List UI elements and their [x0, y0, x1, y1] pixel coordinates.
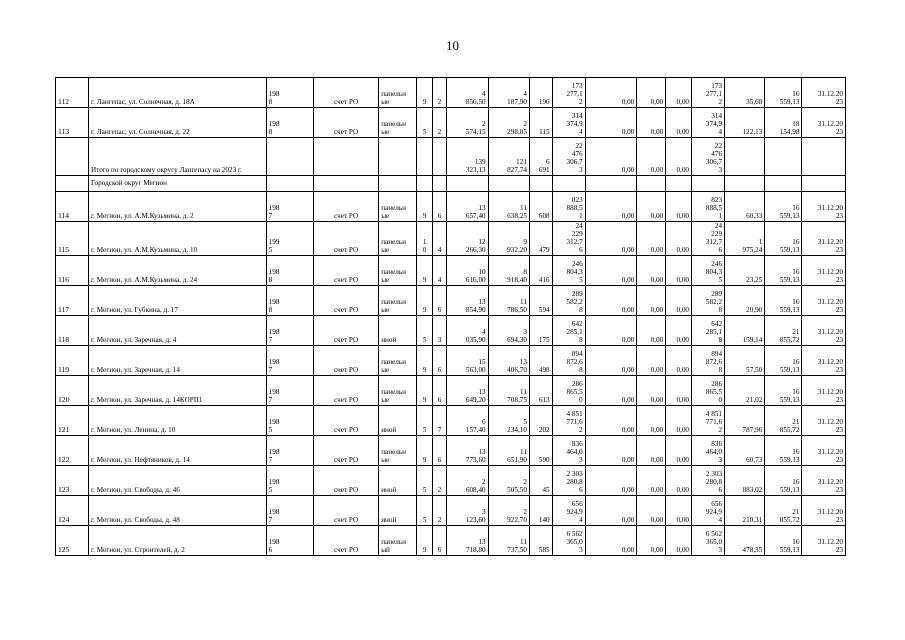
total-living-area: 121 827,74 [488, 138, 529, 176]
cell-fund-subsidy: 0,00 [585, 346, 637, 376]
cell-year: 198 7 [266, 192, 314, 222]
total-row [56, 138, 846, 176]
cell-deadline: 31.12.20 23 [802, 376, 846, 406]
cell-account: счет РО [314, 466, 379, 496]
cell-owners-funds: 0,00 [666, 78, 692, 108]
cell-entrances: 2 [432, 108, 446, 138]
cell-budget-subsidy: 0,00 [637, 286, 666, 316]
total-area: 139 323,13 [447, 138, 488, 176]
rows-before [56, 78, 846, 138]
cell-floors: 5 [417, 406, 432, 436]
cell-cost-per-sqm: 20,90 [725, 286, 765, 316]
cell-deadline: 31.12.20 23 [802, 436, 846, 466]
cell-cost-per-sqm: 60,33 [725, 192, 765, 222]
total-fund-subsidy: 0,00 [585, 138, 637, 176]
cell-residents: 140 [529, 496, 552, 526]
cell-num: 117 [56, 286, 89, 316]
cell-own-extra: 823 888,5 1 [692, 192, 725, 222]
cell-deadline: 31.12.20 23 [802, 108, 846, 138]
cell-fund-subsidy: 0,00 [585, 316, 637, 346]
cell-material: панельн ый [379, 526, 417, 556]
cell-own-extra: 289 582,2 8 [692, 286, 725, 316]
cell-cost-per-sqm: 122,13 [725, 108, 765, 138]
cell-floors: 5 [417, 108, 432, 138]
cell-deadline: 31.12.20 23 [802, 406, 846, 436]
cell-cost-per-sqm: 60,73 [725, 436, 765, 466]
cell-entrances: 7 [432, 406, 446, 436]
cell-living-area: 11 737,50 [488, 526, 529, 556]
cell-budget-subsidy: 0,00 [637, 222, 666, 256]
table-row [56, 78, 846, 108]
table-row [56, 406, 846, 436]
cell-budget-subsidy: 0,00 [637, 466, 666, 496]
cell-own-extra: 24 229 312,7 6 [692, 222, 725, 256]
table-row [56, 346, 846, 376]
cell-num: 114 [56, 192, 89, 222]
cell-own-extra: 642 285,1 8 [692, 316, 725, 346]
cell-material: панельн ые [379, 108, 417, 138]
cell-owners-funds: 0,00 [666, 286, 692, 316]
cell-own-extra: 2 303 280,8 6 [692, 466, 725, 496]
cell-cost-total: 314 374,9 4 [552, 108, 585, 138]
cell-cost-per-sqm: 57,50 [725, 346, 765, 376]
cell-floors: 5 [417, 316, 432, 346]
cell-cost-total: 286 865,5 0 [552, 376, 585, 406]
cell-living-area: 9 932,20 [488, 222, 529, 256]
cell-budget-subsidy: 0,00 [637, 406, 666, 436]
total-budget-subsidy: 0,00 [637, 138, 666, 176]
cell-residents: 45 [529, 466, 552, 496]
table-row [56, 376, 846, 406]
cell-address: г. Мегион, ул. Заречная, д. 14 [89, 346, 267, 376]
cell-living-area: 11 638,25 [488, 192, 529, 222]
cell-living-area: 5 234,10 [488, 406, 529, 436]
cell-own-extra: 6 562 365,0 3 [692, 526, 725, 556]
cell-fund-subsidy: 0,00 [585, 406, 637, 436]
cell-residents: 416 [529, 256, 552, 286]
cell-account: счет РО [314, 406, 379, 436]
cell-floors: 9 [417, 192, 432, 222]
cell-owners-funds: 0,00 [666, 256, 692, 286]
cell-entrances: 2 [432, 78, 446, 108]
cell-total-area: 10 616,00 [447, 256, 488, 286]
cell-deadline: 31.12.20 23 [802, 78, 846, 108]
cell-cost-total: 823 888,5 1 [552, 192, 585, 222]
housing-register-table [55, 77, 846, 556]
cell-floors: 9 [417, 526, 432, 556]
cell-account: счет РО [314, 376, 379, 406]
cell-num: 121 [56, 406, 89, 436]
cell-fund-subsidy: 0,00 [585, 376, 637, 406]
cell-year: 198 7 [266, 376, 314, 406]
cell-owners-funds: 0,00 [666, 526, 692, 556]
cell-floors: 9 [417, 78, 432, 108]
cell-floors: 9 [417, 436, 432, 466]
cell-address: г. Мегион, ул. Губкина, д. 17 [89, 286, 267, 316]
cell-address: г. Мегион, ул. Строителей, д. 2 [89, 526, 267, 556]
total-owners-funds: 0,00 [666, 138, 692, 176]
cell-budget-subsidy: 0,00 [637, 496, 666, 526]
cell-year: 198 5 [266, 406, 314, 436]
cell-residents: 613 [529, 376, 552, 406]
table-row [56, 466, 846, 496]
cell-floors: 5 [417, 496, 432, 526]
cell-cost-total: 4 851 771,6 2 [552, 406, 585, 436]
cell-total-area: 2 608,40 [447, 466, 488, 496]
cell-owners-funds: 0,00 [666, 346, 692, 376]
cell-limit-cost: 16 559,13 [765, 526, 802, 556]
cell-num: 112 [56, 78, 89, 108]
cell-account: счет РО [314, 108, 379, 138]
cell-fund-subsidy: 0,00 [585, 526, 637, 556]
cell-address: г. Мегион, ул. А.М.Кузьмина, д. 10 [89, 222, 267, 256]
cell-deadline: 31.12.20 23 [802, 526, 846, 556]
cell-fund-subsidy: 0,00 [585, 466, 637, 496]
cell-budget-subsidy: 0,00 [637, 256, 666, 286]
cell-cost-per-sqm: 210,31 [725, 496, 765, 526]
cell-address: г. Мегион, ул. А.М.Кузьмина, д. 24 [89, 256, 267, 286]
cell-account: счет РО [314, 436, 379, 466]
cell-living-area: 2 505,50 [488, 466, 529, 496]
cell-year: 198 7 [266, 436, 314, 466]
cell-living-area: 13 406,70 [488, 346, 529, 376]
total-cost: 22 476 306,7 3 [552, 138, 585, 176]
cell-floors: 9 [417, 256, 432, 286]
cell-fund-subsidy: 0,00 [585, 192, 637, 222]
cell-cost-per-sqm: 478,35 [725, 526, 765, 556]
cell-total-area: 15 563,00 [447, 346, 488, 376]
cell-fund-subsidy: 0,00 [585, 496, 637, 526]
cell-limit-cost: 21 855,72 [765, 316, 802, 346]
cell-limit-cost: 16 559,13 [765, 78, 802, 108]
cell-residents: 175 [529, 316, 552, 346]
cell-residents: 202 [529, 406, 552, 436]
cell-account: счет РО [314, 78, 379, 108]
cell-total-area: 2 574,15 [447, 108, 488, 138]
cell-limit-cost: 16 559,13 [765, 376, 802, 406]
total-own-extra: 22 476 306,7 3 [692, 138, 725, 176]
cell-cost-total: 656 924,9 4 [552, 496, 585, 526]
cell-budget-subsidy: 0,00 [637, 78, 666, 108]
cell-total-area: 4 035,90 [447, 316, 488, 346]
cell-material: панельн ые [379, 222, 417, 256]
cell-deadline: 31.12.20 23 [802, 286, 846, 316]
cell-cost-total: 836 464,0 3 [552, 436, 585, 466]
cell-cost-total: 894 872,6 8 [552, 346, 585, 376]
cell-num: 118 [56, 316, 89, 346]
cell-living-area: 11 708,75 [488, 376, 529, 406]
cell-address: г. Мегион, ул. Заречная, д. 14КОРП1 [89, 376, 267, 406]
cell-address: г. Мегион, ул. Ленина, д. 10 [89, 406, 267, 436]
cell-owners-funds: 0,00 [666, 108, 692, 138]
total-label: Итого по городскому округу Лангепасу на 2023 г. [89, 138, 267, 176]
cell-budget-subsidy: 0,00 [637, 436, 666, 466]
cell-year: 198 7 [266, 496, 314, 526]
cell-living-area: 4 187,90 [488, 78, 529, 108]
cell-cost-total: 24 229 312,7 6 [552, 222, 585, 256]
cell-owners-funds: 0,00 [666, 406, 692, 436]
table-row [56, 436, 846, 466]
cell-living-area: 8 918,40 [488, 256, 529, 286]
cell-entrances: 4 [432, 256, 446, 286]
cell-limit-cost: 21 855,72 [765, 496, 802, 526]
cell-material: панельн ые [379, 346, 417, 376]
cell-cost-per-sqm: 21,02 [725, 376, 765, 406]
cell-owners-funds: 0,00 [666, 466, 692, 496]
cell-total-area: 3 123,60 [447, 496, 488, 526]
cell-owners-funds: 0,00 [666, 192, 692, 222]
table-row [56, 526, 846, 556]
cell-residents: 196 [529, 78, 552, 108]
table-row [56, 222, 846, 256]
cell-total-area: 6 157,40 [447, 406, 488, 436]
cell-own-extra: 894 872,6 8 [692, 346, 725, 376]
section-row [56, 176, 846, 192]
cell-limit-cost: 18 154,98 [765, 108, 802, 138]
cell-account: счет РО [314, 346, 379, 376]
cell-total-area: 13 854,90 [447, 286, 488, 316]
table-row [56, 192, 846, 222]
cell-living-area: 2 298,85 [488, 108, 529, 138]
cell-own-extra: 246 804,3 5 [692, 256, 725, 286]
cell-deadline: 31.12.20 23 [802, 316, 846, 346]
cell-fund-subsidy: 0,00 [585, 256, 637, 286]
cell-residents: 498 [529, 346, 552, 376]
cell-material: панельн ые [379, 256, 417, 286]
cell-budget-subsidy: 0,00 [637, 376, 666, 406]
cell-residents: 594 [529, 286, 552, 316]
cell-budget-subsidy: 0,00 [637, 316, 666, 346]
cell-material: панельн ые [379, 286, 417, 316]
cell-year: 198 6 [266, 526, 314, 556]
cell-num: 122 [56, 436, 89, 466]
cell-floors: 9 [417, 286, 432, 316]
cell-own-extra: 656 924,9 4 [692, 496, 725, 526]
cell-living-area: 11 786,50 [488, 286, 529, 316]
cell-year: 198 8 [266, 78, 314, 108]
cell-entrances: 2 [432, 496, 446, 526]
cell-budget-subsidy: 0,00 [637, 108, 666, 138]
cell-material: иной [379, 316, 417, 346]
cell-entrances: 6 [432, 286, 446, 316]
cell-year: 198 8 [266, 108, 314, 138]
cell-entrances: 3 [432, 316, 446, 346]
total-residents: 6 691 [529, 138, 552, 176]
cell-material: панельн ые [379, 436, 417, 466]
table-row [56, 256, 846, 286]
cell-year: 198 5 [266, 466, 314, 496]
cell-budget-subsidy: 0,00 [637, 192, 666, 222]
cell-cost-total: 6 562 365,0 3 [552, 526, 585, 556]
cell-entrances: 6 [432, 436, 446, 466]
cell-entrances: 6 [432, 346, 446, 376]
cell-limit-cost: 16 559,13 [765, 256, 802, 286]
cell-year: 198 7 [266, 316, 314, 346]
page-number: 10 [446, 38, 459, 53]
cell-total-area: 13 657,40 [447, 192, 488, 222]
cell-material: иной [379, 466, 417, 496]
cell-living-area: 3 694,30 [488, 316, 529, 346]
cell-deadline: 31.12.20 23 [802, 346, 846, 376]
cell-fund-subsidy: 0,00 [585, 286, 637, 316]
cell-cost-total: 2 303 280,8 6 [552, 466, 585, 496]
cell-address: г. Мегион, ул. Заречная, д. 4 [89, 316, 267, 346]
cell-material: панельн ые [379, 192, 417, 222]
cell-limit-cost: 16 559,13 [765, 192, 802, 222]
cell-cost-total: 246 804,3 5 [552, 256, 585, 286]
cell-owners-funds: 0,00 [666, 222, 692, 256]
cell-cost-total: 642 285,1 8 [552, 316, 585, 346]
cell-year: 199 5 [266, 222, 314, 256]
cell-fund-subsidy: 0,00 [585, 222, 637, 256]
cell-entrances: 6 [432, 376, 446, 406]
cell-account: счет РО [314, 256, 379, 286]
cell-residents: 115 [529, 108, 552, 138]
cell-budget-subsidy: 0,00 [637, 526, 666, 556]
cell-cost-per-sqm: 159,14 [725, 316, 765, 346]
cell-limit-cost: 16 559,13 [765, 286, 802, 316]
cell-year: 198 8 [266, 256, 314, 286]
cell-deadline: 31.12.20 23 [802, 222, 846, 256]
cell-budget-subsidy: 0,00 [637, 346, 666, 376]
cell-living-area: 2 922,70 [488, 496, 529, 526]
cell-entrances: 6 [432, 192, 446, 222]
cell-owners-funds: 0,00 [666, 376, 692, 406]
cell-deadline: 31.12.20 23 [802, 256, 846, 286]
cell-deadline: 31.12.20 23 [802, 466, 846, 496]
cell-own-extra: 4 851 771,6 2 [692, 406, 725, 436]
cell-own-extra: 314 374,9 4 [692, 108, 725, 138]
cell-total-area: 13 773,60 [447, 436, 488, 466]
cell-num: 120 [56, 376, 89, 406]
cell-num: 125 [56, 526, 89, 556]
cell-material: панельн ые [379, 376, 417, 406]
cell-account: счет РО [314, 316, 379, 346]
cell-floors: 5 [417, 466, 432, 496]
cell-num: 113 [56, 108, 89, 138]
cell-floors: 9 [417, 376, 432, 406]
cell-num: 119 [56, 346, 89, 376]
table-row [56, 496, 846, 526]
cell-own-extra: 286 865,5 0 [692, 376, 725, 406]
cell-entrances: 4 [432, 222, 446, 256]
cell-residents: 479 [529, 222, 552, 256]
cell-address: г. Мегион, ул. Свободы, д. 46 [89, 466, 267, 496]
cell-total-area: 12 266,30 [447, 222, 488, 256]
cell-limit-cost: 16 559,13 [765, 346, 802, 376]
cell-limit-cost: 21 855,72 [765, 406, 802, 436]
table-row [56, 108, 846, 138]
cell-year: 198 8 [266, 286, 314, 316]
cell-material: панельн ые [379, 78, 417, 108]
cell-year: 198 7 [266, 346, 314, 376]
cell-entrances: 6 [432, 526, 446, 556]
cell-cost-per-sqm: 787,96 [725, 406, 765, 436]
cell-residents: 590 [529, 436, 552, 466]
cell-living-area: 11 651,90 [488, 436, 529, 466]
section-title: Городской округ Мегион [89, 176, 267, 192]
cell-num: 124 [56, 496, 89, 526]
cell-account: счет РО [314, 526, 379, 556]
cell-material: иной [379, 406, 417, 436]
cell-limit-cost: 16 559,13 [765, 466, 802, 496]
table-row [56, 286, 846, 316]
cell-floors: 9 [417, 346, 432, 376]
cell-own-extra: 836 464,0 3 [692, 436, 725, 466]
cell-address: г. Мегион, ул. А.М.Кузьмина, д. 2 [89, 192, 267, 222]
cell-residents: 585 [529, 526, 552, 556]
cell-account: счет РО [314, 222, 379, 256]
cell-cost-per-sqm: 883,02 [725, 466, 765, 496]
cell-residents: 608 [529, 192, 552, 222]
cell-address: г. Мегион, ул. Свободы, д. 48 [89, 496, 267, 526]
cell-address: г. Лангепас, ул. Солнечная, д. 18А [89, 78, 267, 108]
cell-deadline: 31.12.20 23 [802, 192, 846, 222]
cell-limit-cost: 16 559,13 [765, 436, 802, 466]
cell-entrances: 2 [432, 466, 446, 496]
cell-total-area: 13 649,20 [447, 376, 488, 406]
cell-fund-subsidy: 0,00 [585, 78, 637, 108]
cell-cost-total: 289 582,2 8 [552, 286, 585, 316]
cell-num: 116 [56, 256, 89, 286]
cell-owners-funds: 0,00 [666, 316, 692, 346]
rows-after [56, 192, 846, 556]
cell-num: 123 [56, 466, 89, 496]
cell-floors: 1 0 [417, 222, 432, 256]
cell-deadline: 31.12.20 23 [802, 496, 846, 526]
cell-cost-per-sqm: 1 975,24 [725, 222, 765, 256]
cell-cost-total: 173 277,1 2 [552, 78, 585, 108]
cell-material: иной [379, 496, 417, 526]
cell-account: счет РО [314, 286, 379, 316]
cell-fund-subsidy: 0,00 [585, 436, 637, 466]
cell-address: г. Мегион, ул. Нефтяников, д. 14 [89, 436, 267, 466]
total-block [56, 138, 846, 192]
cell-owners-funds: 0,00 [666, 436, 692, 466]
table-row [56, 316, 846, 346]
cell-total-area: 4 856,50 [447, 78, 488, 108]
cell-address: г. Лангепас, ул. Солнечная, д. 22 [89, 108, 267, 138]
cell-num: 115 [56, 222, 89, 256]
cell-limit-cost: 16 559,13 [765, 222, 802, 256]
cell-fund-subsidy: 0,00 [585, 108, 637, 138]
cell-account: счет РО [314, 192, 379, 222]
cell-total-area: 13 718,80 [447, 526, 488, 556]
cell-account: счет РО [314, 496, 379, 526]
cell-own-extra: 173 277,1 2 [692, 78, 725, 108]
cell-cost-per-sqm: 23,25 [725, 256, 765, 286]
cell-cost-per-sqm: 35,68 [725, 78, 765, 108]
cell-owners-funds: 0,00 [666, 496, 692, 526]
